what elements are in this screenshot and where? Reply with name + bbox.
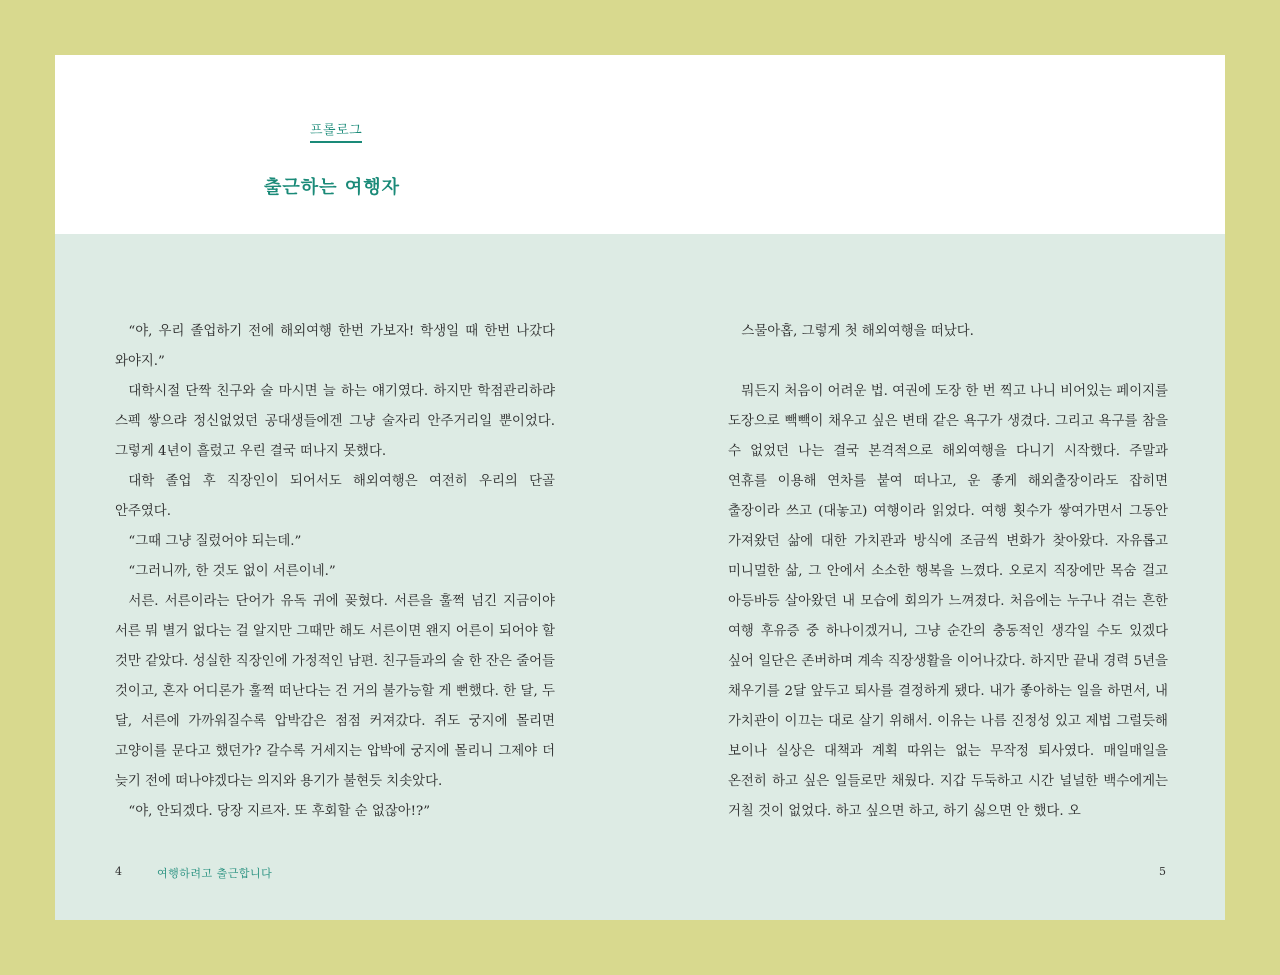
running-title: 여행하려고 출근합니다 bbox=[157, 867, 273, 880]
chapter-header bbox=[55, 55, 1225, 234]
page-number-left: 4 bbox=[115, 865, 122, 878]
paragraph: 스물아홉, 그렇게 첫 해외여행을 떠났다. bbox=[741, 324, 974, 339]
book-spread bbox=[55, 55, 1225, 920]
paragraph: 대학시절 단짝 친구와 술 마시면 늘 하는 얘기였다. 하지만 학점관리하랴 스펙 쌓으랴 정신없었던 공대생들에겐 그냥 술자리 안주거리일 뿐이었다. 그렇게 4년이 흘렀고 우린 결국 떠나지 못했다. bbox=[115, 384, 555, 459]
paragraph: “그때 그냥 질렀어야 되는데.” bbox=[128, 534, 302, 549]
paragraph: 뭐든지 처음이 어려운 법. 여권에 도장 한 번 찍고 나니 비어있는 페이지를 도장으로 빽빽이 채우고 싶은 변태 같은 욕구가 생겼다. 그리고 욕구를 참을 수 없었던 나는 결국 본격적으로 해외여행을 다니기 시작했다. 주말과 연휴를 이용해 연차를 붙여 떠나고, 운 좋게 해외출장이라도 잡히면 출장이라 쓰고 (대놓고) 여행이라 읽었다. 여행 횟수가 쌓여가면서 그동안 가져왔던 삶에 대한 가치관과 방식에 조금씩 변화가 찾아왔다. 자유롭고 미니멀한 삶, 그 안에서 소소한 행복을 느꼈다. 오로지 직장에만 목숨 걸고 아등바등 살아왔던 내 모습에 회의가 느껴졌다. 처음에는 누구나 겪는 흔한 여행 후유증 중 하나이겠거니, 그냥 순간의 충동적인 생각일 수도 있겠다 싶어 일단은 존버하며 계속 직장생활을 이어나갔다. 하지만 끝내 경력 5년을 채우기를 2달 앞두고 퇴사를 결정하게 됐다. 내가 좋아하는 일을 하면서, 내 가치관이 이끄는 대로 살기 위해서. 이유는 나름 진정성 있고 제법 그럴듯해 보이나 실상은 대책과 계획 따위는 없는 무작정 퇴사였다. 매일매일을 온전히 하고 싶은 일들로만 채웠다. 지갑 두둑하고 시간 널널한 백수에게는 거칠 것이 없었다. 하고 싶으면 하고, 하기 싫으면 안 했다. 오 bbox=[728, 384, 1168, 819]
left-page-body bbox=[115, 317, 555, 827]
page-number-right: 5 bbox=[1159, 865, 1166, 878]
chapter-title: 출근하는 여행자 bbox=[264, 177, 400, 198]
chapter-label: 프롤로그 bbox=[310, 119, 362, 143]
paragraph: 서른. 서른이라는 단어가 유독 귀에 꽂혔다. 서른을 훌쩍 넘긴 지금이야 서른 뭐 별거 없다는 걸 알지만 그때만 해도 서른이면 왠지 어른이 되어야 할 것만 같았다. 성실한 직장인에 가정적인 남편. 친구들과의 술 한 잔은 줄어들 것이고, 혼자 어디론가 훌쩍 떠난다는 건 거의 불가능할 게 뻔했다. 한 달, 두 달, 서른에 가까워질수록 압박감은 점점 커져갔다. 쥐도 궁지에 몰리면 고양이를 문다고 했던가? 갈수록 거세지는 압박에 궁지에 몰리니 그제야 더 늦기 전에 떠나야겠다는 의지와 용기가 불현듯 치솟았다. bbox=[115, 594, 555, 789]
paragraph: 대학 졸업 후 직장인이 되어서도 해외여행은 여전히 우리의 단골 안주였다. bbox=[115, 474, 555, 519]
paragraph: “야, 안되겠다. 당장 지르자. 또 후회할 순 없잖아!?” bbox=[128, 804, 431, 819]
paragraph: “야, 우리 졸업하기 전에 해외여행 한번 가보자! 학생일 때 한번 나갔다 와야지.” bbox=[115, 324, 555, 369]
paragraph: “그러니까, 한 것도 없이 서른이네.” bbox=[128, 564, 336, 579]
right-page-body bbox=[728, 317, 1168, 827]
